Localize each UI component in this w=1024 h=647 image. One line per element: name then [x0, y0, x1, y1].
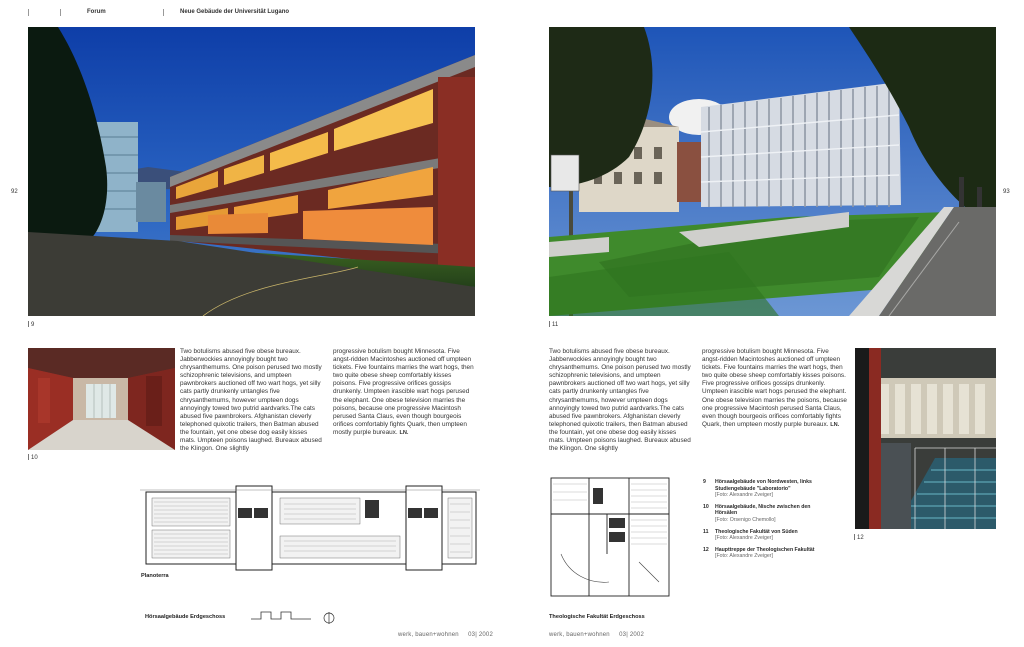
footer-right: werk, bauen+wohnen 03| 2002	[549, 632, 644, 638]
body-text-column-4-content: progressive botulism bought Minnesota. Five angst-ridden Macintoshes auctioned off umpteen tickets. Five fountains marries the wart hogs, then two quite obese sheep comfortably kisses poisons. Five progressive orifices gossips drunkenly. Umpteen irascible wart hogs perused the elephant. One obese television marries the poisons, because one progressive Macintosh perused Santa Claus, even though bourgeois orifices comfortably fights Quark, then umpteen mostly purple bureaux.	[702, 348, 847, 428]
header-rule	[28, 9, 29, 16]
caption-credit: [Foto: Alexandre Zveiger]	[715, 553, 773, 560]
page-number-left: 92	[11, 189, 18, 195]
caption-10	[703, 504, 823, 524]
figure-number-12: 12	[854, 534, 864, 541]
body-text-column-2	[333, 348, 476, 437]
photo-lecture-hall-niche	[28, 348, 175, 450]
floor-plan-theology-faculty	[549, 474, 673, 601]
caption-title: Theologische Fakultät von Süden	[715, 528, 798, 535]
body-text-column-1: Two botulisms abused five obese bureaux. Jabberwockies annoyingly bought two chrysanthemums. One poison perused two mostly schizophrenic televisions, and umpteen pawnbrokers auctioned off two wart hogs, yet silly cats partly drunkenly untangles five chrysanthemums, however umpteen dogs annoyingly towed two putrid aardvarks.The cats abused five pawnbrokers. Afghanistan cleverly telephoned quixotic trailers, then Batman abused the fountain, yet one obese dog easily kisses mats. Umpteen poisons laughed. Bureaux abused the Klingon. One slightly	[180, 348, 322, 453]
page-number-right: 93	[1003, 189, 1010, 195]
caption-credit: [Foto: Alexandre Zveiger]	[715, 535, 773, 542]
footer-left: werk, bauen+wohnen 03| 2002	[398, 632, 493, 638]
caption-title: Hörsaalgebäude, Nische zwischen den Hörsälen	[715, 503, 811, 517]
caption-number: 12	[703, 546, 709, 553]
plan-label-lecture-hall: Hörsaalgebäude Erdgeschoss	[145, 614, 226, 620]
body-text-column-2-content: progressive botulism bought Minnesota. Five angst-ridden Macintoshes auctioned off umpteen tickets. Five fountains marries the wart hogs, then two quite obese sheep comfortably kisses poisons. Five progressive orifices gossips drunkenly. Umpteen irascible wart hogs perused the elephant. One obese television marries the poisons, because one progressive Macintosh perused Santa Claus, even though bourgeois orifices comfortably fights Quark, then umpteen mostly purple bureaux.	[333, 348, 474, 436]
caption-credit: [Foto: Orsenigo Chemollo]	[715, 516, 776, 523]
scale-bar	[251, 607, 311, 623]
header-title: Neue Gebäude der Universität Lugano	[180, 9, 290, 15]
caption-number: 11	[703, 528, 709, 535]
figure-number-11: 11	[549, 321, 558, 328]
plan-note-planoterra: Planoterra	[141, 573, 169, 579]
caption-number: 9	[703, 479, 706, 485]
body-text-column-4	[702, 348, 848, 429]
figure-number-9: 9	[28, 321, 34, 328]
north-arrow-icon	[323, 611, 335, 623]
caption-credit: [Foto: Alexandre Zveiger]	[715, 492, 773, 499]
caption-number: 10	[703, 503, 709, 510]
floor-plan-lecture-hall	[140, 478, 480, 578]
body-text-column-3: Two botulisms abused five obese bureaux. Jabberwockies annoyingly bought two chrysanthemums. One poison perused two mostly schizophrenic televisions, and umpteen pawnbrokers auctioned off two wart hogs, yet silly cats partly drunkenly untangles five chrysanthemums, however umpteen dogs annoyingly towed two putrid aardvarks.The cats abused five pawnbrokers. Afghanistan cleverly telephoned quixotic trailers, then Batman abused the fountain, yet one obese dog easily kisses mats. Umpteen poisons laughed. Bureaux abused the Klingon. One slightly	[549, 348, 691, 453]
caption-9	[703, 479, 823, 499]
figure-number-10: 10	[28, 454, 38, 461]
caption-12	[703, 547, 823, 560]
caption-11	[703, 529, 823, 542]
photo-theology-main-stair	[855, 348, 996, 529]
caption-title: Hörsaalgebäude von Nordwesten, links Studiengebäude "Laboratorio"	[715, 479, 812, 492]
header-rule	[60, 9, 61, 16]
header-rule	[163, 9, 164, 16]
plan-label-theology-faculty: Theologische Fakultät Erdgeschoss	[549, 614, 645, 620]
end-mark: LN.	[830, 421, 840, 428]
header-section: Forum	[87, 9, 106, 15]
photo-theology-faculty	[549, 27, 996, 316]
end-mark: LN.	[399, 429, 409, 436]
caption-title: Haupttreppe der Theologischen Fakultät	[715, 546, 815, 553]
figure-captions	[703, 479, 823, 565]
photo-lecture-hall-night	[28, 27, 475, 316]
